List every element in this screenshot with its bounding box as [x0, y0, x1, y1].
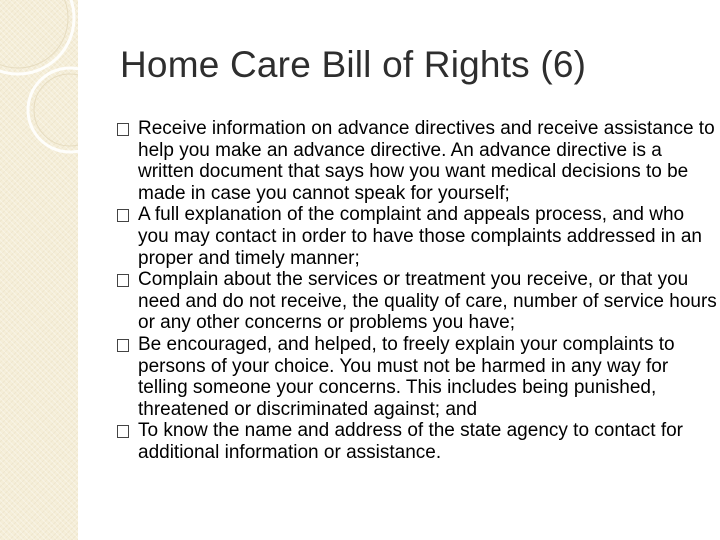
square-bullet-icon [117, 274, 129, 287]
decorative-circles-graphic [0, 0, 78, 540]
bullet-item-advance-directives [117, 118, 717, 204]
bullet-item-complaint-process [117, 204, 717, 269]
bullet-text: Complain about the services or treatment you receive, or that you need and do not receive, the quality of care, number of service hours or any other concerns or problems you have; [138, 269, 717, 334]
square-bullet-icon [117, 209, 129, 222]
bullet-list [117, 118, 717, 464]
bullet-text: Receive information on advance directives and receive assistance to help you make an advance directive. An advance directive is a written document that says how you want medical decisions to be made in case you cannot speak for yourself; [138, 118, 715, 204]
bullet-item-complain-services [117, 269, 717, 334]
bullet-text: A full explanation of the complaint and appeals process, and who you may contact in order to have those complaints addressed in an proper and timely manner; [138, 204, 702, 269]
square-bullet-icon [117, 339, 129, 352]
bullet-item-encouraged [117, 334, 717, 420]
bullet-text: Be encouraged, and helped, to freely explain your complaints to persons of your choice. You must not be harmed in any way for telling someone your concerns. This includes being punished, threatened or discriminated against; and [138, 333, 675, 420]
square-bullet-icon [117, 123, 129, 136]
bullet-text: To know the name and address of the state agency to contact for additional information or assistance. [138, 420, 683, 463]
slide-title: Home Care Bill of Rights (6) [120, 44, 587, 85]
decorative-side-panel [0, 0, 78, 540]
bullet-item-state-agency [117, 420, 717, 463]
square-bullet-icon [117, 425, 129, 438]
